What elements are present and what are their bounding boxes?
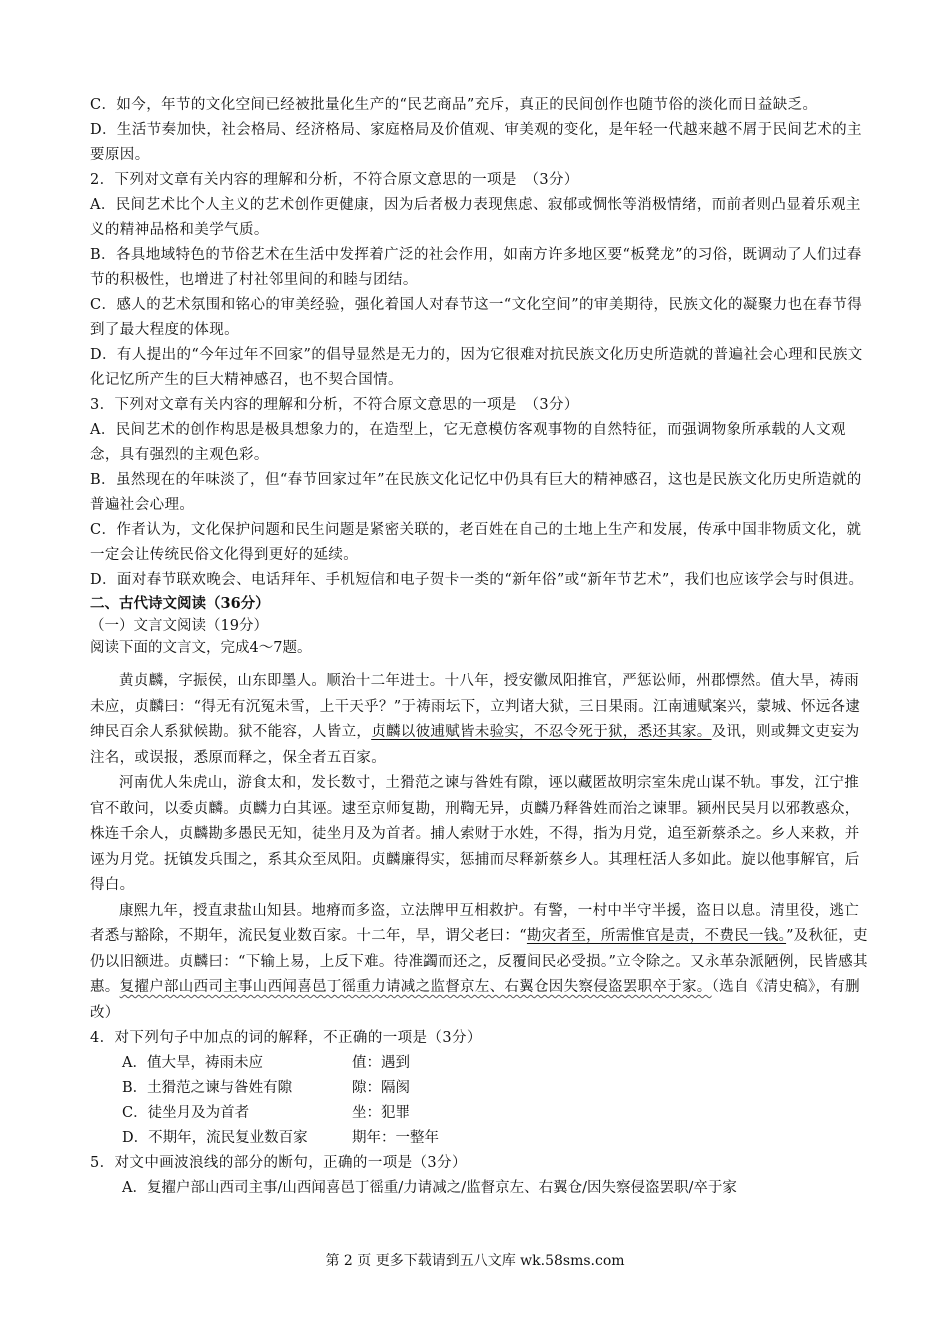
q4-option-d-text: D．不期年，流民复业数百家 xyxy=(122,1130,308,1146)
q3-option-a: A．民间艺术的创作构思是极具想象力的，在造型上，它无意模仿客观事物的自然特征，而强调物象所承载的人文观念，具有强烈的主观色彩。 xyxy=(90,422,846,463)
passage-p3-wavy: 复擢户部山西司主事山西闻喜邑丁徭重力请减之监督京左、右翼仓因失察侵盗罢职卒于家。 xyxy=(119,979,712,995)
passage-source: （选自《清史稿》，有删改） xyxy=(90,979,860,1021)
q3-option-b: B．虽然现在的年味淡了，但“春节回家过年”在民族文化记忆中仍具有巨大的精神感召，这也是民族文化历史所造就的普遍社会心理。 xyxy=(90,472,862,513)
q3-stem: 3．下列对文章有关内容的理解和分析，不符合原文意思的一项是 （3分） xyxy=(90,397,579,413)
q2-option-d: D．有人提出的“今年过年不回家”的倡导显然是无力的，因为它很难对抗民族文化历史所造就的普遍社会心理和民族文化记忆所产生的巨大精神感召，也不契合国情。 xyxy=(90,347,863,388)
q4-option-c-text: C．徒坐月及为首者 xyxy=(122,1105,250,1121)
section-title: 二、古代诗文阅读（36分） xyxy=(90,595,270,612)
q3-option-d: D．面对春节联欢晚会、电话拜年、手机短信和电子贺卡一类的“新年俗”或“新年节艺术”，我们也应该学会与时俱进。 xyxy=(90,572,864,588)
q4-option-d-gloss: 期年：一整年 xyxy=(352,1130,439,1146)
q5-stem: 5．对文中画波浪线的部分的断句，正确的一项是（3分） xyxy=(90,1155,467,1171)
q4-option-d xyxy=(90,1126,870,1151)
q5-option-a: A．复擢户部山西司主事/山西闻喜邑丁徭重/力请减之/监督京左、右翼仓/因失察侵盗罢职/卒于家 xyxy=(122,1180,737,1196)
q2-option-c: C．感人的艺术氛围和铭心的审美经验，强化着国人对春节这一“文化空间”的审美期待，民族文化的凝聚力也在春节得到了最大程度的体现。 xyxy=(90,297,863,338)
q4-stem: 4．对下列句子中加点的词的解释，不正确的一项是（3分） xyxy=(90,1030,482,1046)
section-instruction: 阅读下面的文言文，完成4～7题。 xyxy=(90,640,312,656)
section-subtitle: （一）文言文阅读（19分） xyxy=(90,618,268,634)
passage-p3-text-a: 康熙九年，授直隶盐山知县。地瘠而多盗，立法牌甲互相救护。有警，一村中半守半援，盗日以息。清里役，逃亡者悉与豁除，不期年，流民复业数百家。十二年，旱，谓父老曰：“ xyxy=(90,902,859,944)
q2-option-a: A．民间艺术比个人主义的艺术创作更健康，因为后者极力表现焦虑、寂郁或惆怅等消极情绪，而前者则凸显着乐观主义的精神品格和美学气质。 xyxy=(90,197,861,238)
q1-option-c: C．如今，年节的文化空间已经被批量化生产的“民艺商品”充斥，真正的民间创作也随节俗的淡化而日益缺乏。 xyxy=(90,97,818,113)
q4-option-b-text: B．土猾范之谏与昝姓有隙 xyxy=(122,1080,293,1096)
passage-p1-text-a: 黄贞麟，字振侯，山东即墨人。顺治十二年进士。十八年，授安徽凤阳推官，严惩讼师，州郡慓然。值大旱，祷雨未应，贞麟曰：“得无有沉冤未雪，上干天乎？”于祷雨坛下，立判诸大狱，三日果雨。江南逋赋案兴，蒙城、怀远各逮绅民百余人系狱候勘。狱不能容，人皆立， xyxy=(90,673,861,740)
q4-option-a xyxy=(90,1051,870,1076)
passage-paragraph-2: 河南优人朱虎山，游食太和，发长数寸，土猾范之谏与昝姓有隙，诬以藏匿故明宗室朱虎山谋不轨。事发，江宁推官不敢问，以委贞麟。贞麟力白其诬。逮至京师复勘，刑鞫无异，贞麟乃释昝姓而治之谏罪。颍州民吴月以邪教惑众，株连千余人，贞麟勘多愚民无知，徒坐月及为首者。捕人索财于水姓，不得，指为月党，追至新蔡杀之。乡人来救，并诬为月党。抚镇发兵围之，系其众至凤阳。贞麟廉得实，惩捕而尽释新蔡乡人。其理枉活人多如此。旋以他事解官，后得白。 xyxy=(90,775,860,893)
page-content xyxy=(90,93,870,1201)
q4-option-c xyxy=(90,1101,870,1126)
q2-option-b: B．各具地域特色的节俗艺术在生活中发挥着广泛的社会作用，如南方许多地区要“板凳龙”的习俗，既调动了人们过春节的积极性，也增进了村社邻里间的和睦与团结。 xyxy=(90,247,862,288)
passage-paragraph-1 xyxy=(90,669,870,771)
q4-option-a-text: A．值大旱，祷雨未应 xyxy=(122,1055,263,1071)
q4-option-a-gloss: 值：遇到 xyxy=(352,1055,410,1071)
passage-p3-text-b: ”及秋征，吏仍以旧额进。贞麟曰：“下输上易，上反下难。待准蠲而还之，反覆间民必受损。”立令除之。又永革杂派陋例，民皆感其惠。 xyxy=(90,928,868,995)
page-footer: 第 2 页 更多下载请到五八文库 wk.58sms.com xyxy=(325,1253,625,1269)
q2-stem: 2．下列对文章有关内容的理解和分析，不符合原文意思的一项是 （3分） xyxy=(90,172,579,188)
q4-option-b-gloss: 隙：隔阂 xyxy=(352,1080,410,1096)
q4-option-c-gloss: 坐：犯罪 xyxy=(352,1105,410,1121)
passage-p3-underlined: 勘灾者至，所需惟官是责，不费民一钱。 xyxy=(526,928,787,944)
q4-option-b xyxy=(90,1076,870,1101)
q3-option-c: C．作者认为，文化保护问题和民生问题是紧密关联的，老百姓在自己的土地上生产和发展，传承中国非物质文化，就一定会让传统民俗文化得到更好的延续。 xyxy=(90,522,862,563)
q1-option-d: D．生活节奏加快，社会格局、经济格局、家庭格局及价值观、审美观的变化，是年轻一代越来越不屑于民间艺术的主要原因。 xyxy=(90,122,862,163)
passage-paragraph-3 xyxy=(90,899,870,1027)
passage-p1-text-b: 及讯，则或舞文吏妄为注名，或误报，悉原而释之，保全者五百家。 xyxy=(90,724,860,766)
passage-p1-underlined: 贞麟以彼逋赋皆未验实，不忍令死于狱，悉还其家。 xyxy=(371,724,712,740)
